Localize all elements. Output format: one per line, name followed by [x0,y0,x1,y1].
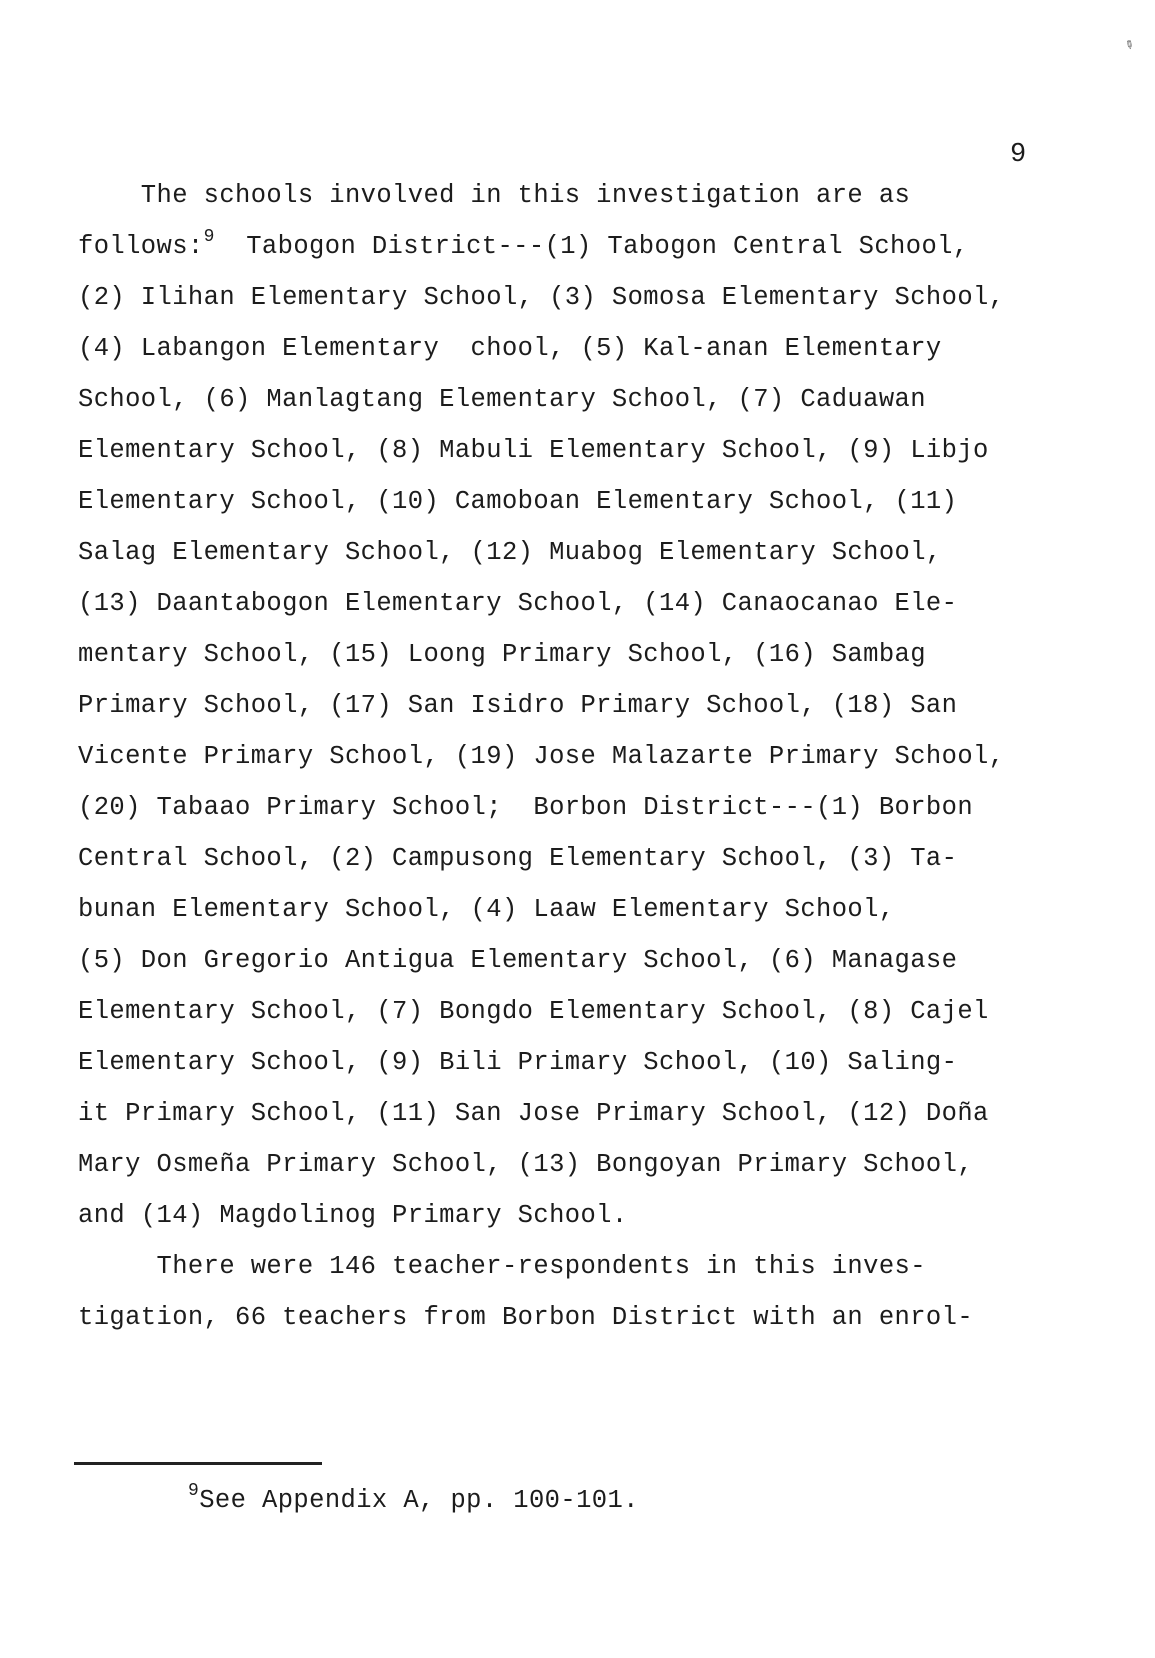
body-line-1: The schools involved in this investigation are as [78,181,911,210]
body-line-18: Elementary School, (9) Bili Primary School, (10) Saling- [78,1048,958,1077]
body-line-13: (20) Tabaao Primary School; Borbon District---(1) Borbon [78,793,974,822]
footnote-number: 9 [188,1481,200,1501]
body-line-15: bunan Elementary School, (4) Laaw Elementary School, [78,895,895,924]
body-line-2-start: follows: [78,232,204,261]
body-line-3: (2) Ilihan Elementary School, (3) Somosa Elementary School, [78,283,1005,312]
body-line-4: (4) Labangon Elementary chool, (5) Kal-anan Elementary [78,334,942,363]
body-line-7: Elementary School, (10) Camoboan Elementary School, (11) [78,487,958,516]
body-line-6: Elementary School, (8) Mabuli Elementary School, (9) Libjo [78,436,989,465]
body-line-8: Salag Elementary School, (12) Muabog Elementary School, [78,538,942,567]
footnote [188,1481,639,1515]
page-number: 9 [1010,140,1027,170]
body-line-21: and (14) Magdolinog Primary School. [78,1201,628,1230]
body-line-11: Primary School, (17) San Isidro Primary School, (18) San [78,691,958,720]
body-line-22: There were 146 teacher-respondents in this inves- [78,1252,926,1281]
body-line-17: Elementary School, (7) Bongdo Elementary School, (8) Cajel [78,997,989,1026]
body-line-2-end: Tabogon District---(1) Tabogon Central School, [214,232,969,261]
body-line-5: School, (6) Manlagtang Elementary School, (7) Caduawan [78,385,926,414]
body-line-23: tigation, 66 teachers from Borbon District with an enrol- [78,1303,974,1332]
body-line-10: mentary School, (15) Loong Primary School, (16) Sambag [78,640,926,669]
body-line-2 [78,227,969,265]
footnote-reference: 9 [203,227,215,247]
footnote-text: See Appendix A, pp. 100-101. [199,1486,639,1515]
body-line-12: Vicente Primary School, (19) Jose Malazarte Primary School, [78,742,1005,771]
body-line-20: Mary Osmeña Primary School, (13) Bongoyan Primary School, [78,1150,974,1179]
scan-corner-mark: ✎ [1120,36,1137,55]
body-line-9: (13) Daantabogon Elementary School, (14) Canaocanao Ele- [78,589,958,618]
body-line-19: it Primary School, (11) San Jose Primary School, (12) Doña [78,1099,989,1128]
footnote-divider [74,1462,322,1465]
body-line-14: Central School, (2) Campusong Elementary School, (3) Ta- [78,844,958,873]
body-line-16: (5) Don Gregorio Antigua Elementary School, (6) Managase [78,946,958,975]
